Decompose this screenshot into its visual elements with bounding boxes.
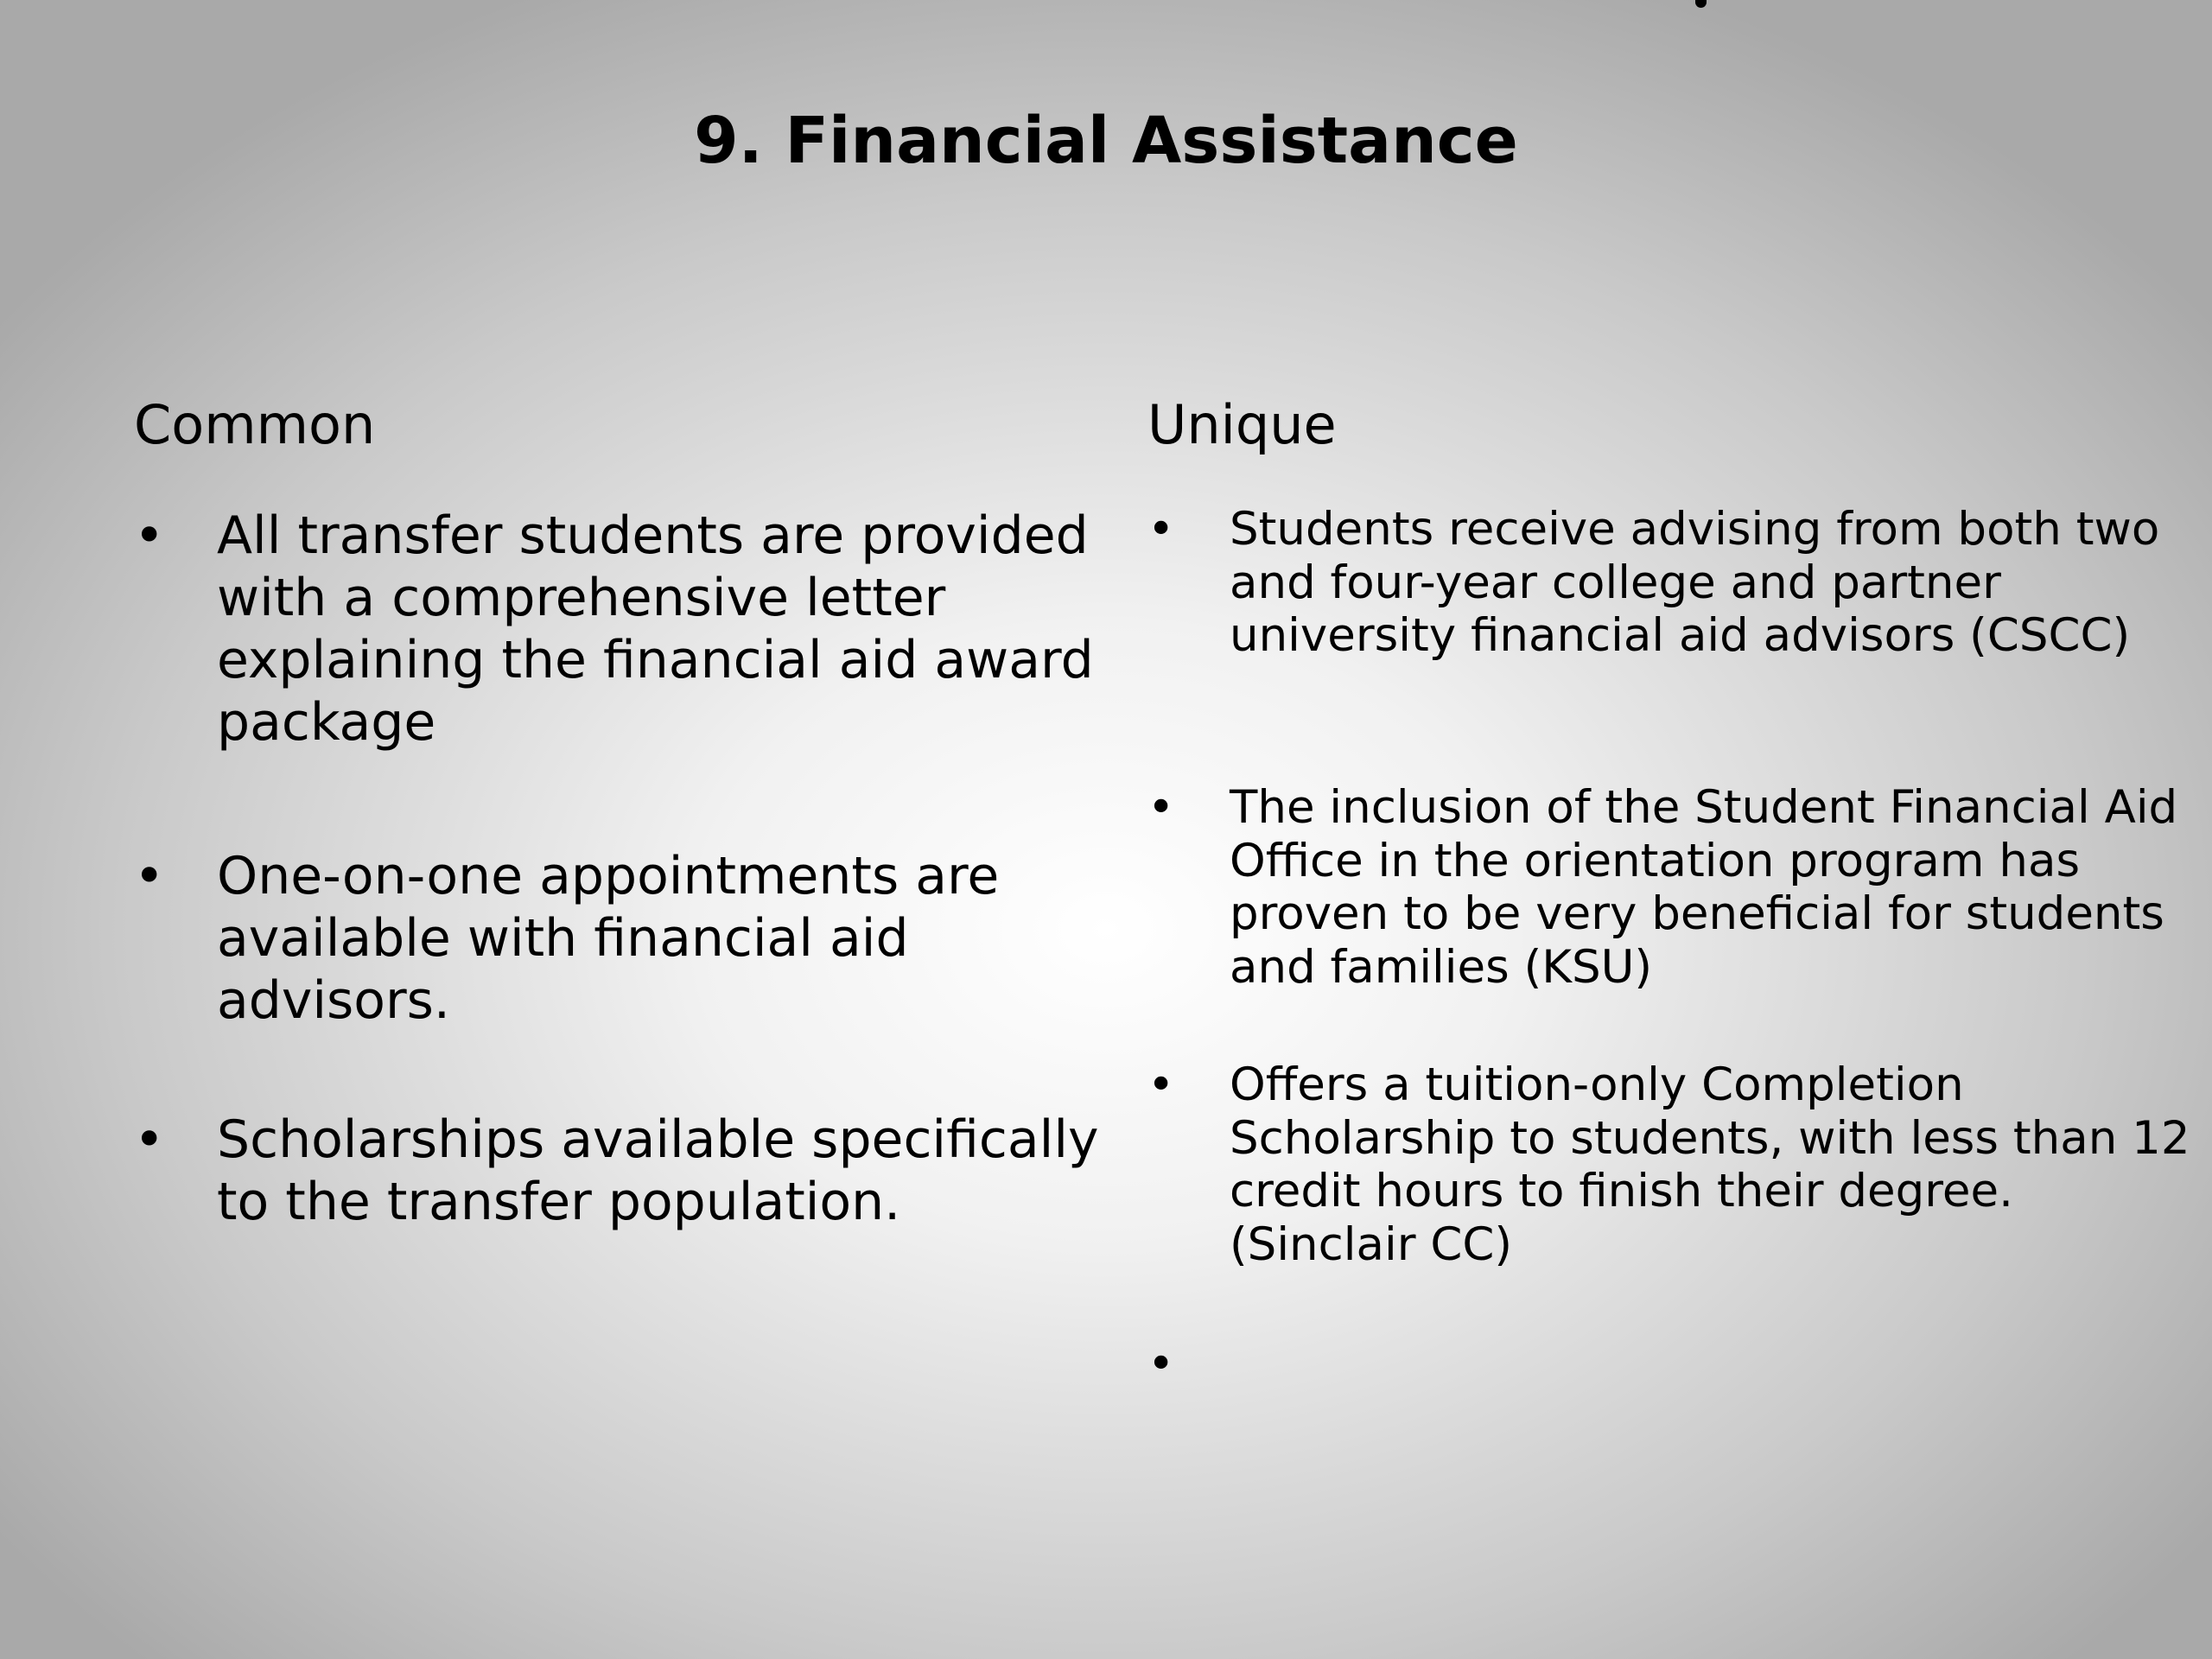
unique-list-item [1147, 781, 2197, 994]
slide-title: 9. Financial Assistance [694, 104, 1518, 178]
unique-heading: Unique [1147, 393, 1337, 456]
common-list-item [131, 505, 1133, 753]
unique-item-text: Students receive advising from both two and four-year college and partner university financial aid advisors (CSCC) [1230, 503, 2160, 662]
bullet-icon: • [1147, 1338, 1175, 1390]
bullet-icon: • [1147, 1058, 1175, 1111]
unique-list-item [1147, 1058, 2197, 1271]
bullet-icon: • [134, 846, 165, 906]
unique-list-item-empty [1147, 1338, 2197, 1391]
common-item-text: All transfer students are provided with a comprehensive letter explaining the financial aid award package [217, 505, 1094, 753]
bullet-icon: • [1147, 503, 1175, 556]
common-list-item [131, 1109, 1133, 1233]
bullet-icon: • [134, 1109, 165, 1170]
common-list-item [131, 845, 1133, 1032]
common-heading: Common [134, 393, 376, 456]
common-item-text: One-on-one appointments are available with financial aid advisors. [217, 846, 1000, 1031]
unique-list-item [1147, 503, 2197, 663]
bullet-icon: • [1147, 781, 1175, 834]
unique-item-text: The inclusion of the Student Financial Aid Office in the orientation program has proven to be very beneficial for students and families (KSU) [1230, 781, 2178, 994]
unique-item-text: Offers a tuition-only Completion Scholarship to students, with less than 12 credit hours to finish their degree. (Sinclair CC) [1230, 1058, 2190, 1271]
bullet-icon: • [134, 505, 165, 566]
common-item-text: Scholarships available specifically to the transfer population. [217, 1109, 1099, 1232]
stray-dot-mark [1695, 0, 1707, 8]
